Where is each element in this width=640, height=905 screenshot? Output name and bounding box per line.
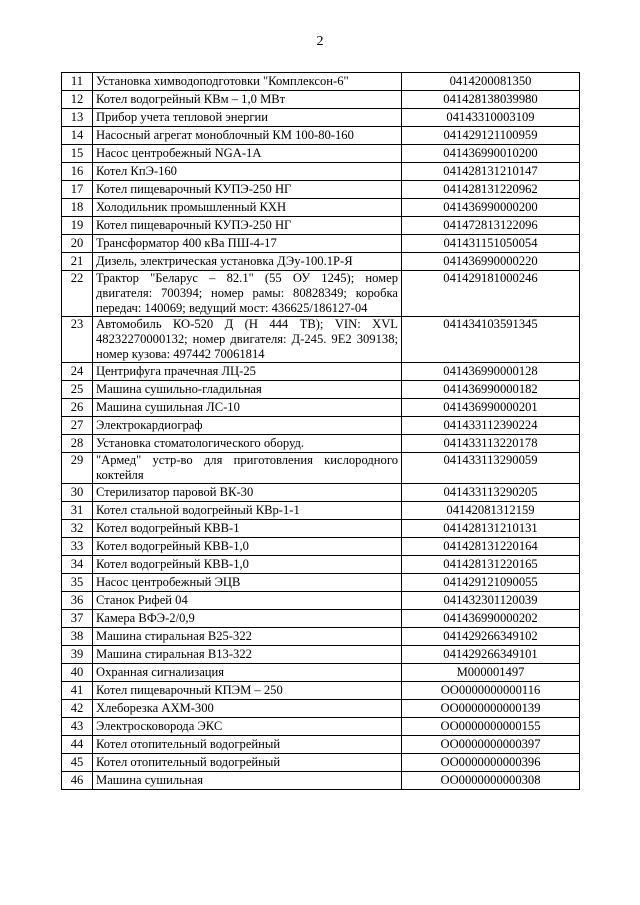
item-name: Автомобиль КО-520 Д (Н 444 ТВ); VIN: XVL 48232270000132; номер двигателя: Д-245. 9Е2 309138; номер кузова: 497442 70061814	[93, 317, 402, 363]
row-number: 44	[62, 736, 93, 754]
row-number: 22	[62, 271, 93, 317]
inventory-code: 041436990000182	[402, 381, 580, 399]
inventory-code: 041428131220165	[402, 556, 580, 574]
inventory-code: ОО0000000000139	[402, 700, 580, 718]
item-name: Котел отопительный водогрейный	[93, 736, 402, 754]
table-row	[62, 381, 580, 399]
table-row	[62, 592, 580, 610]
inventory-code: 041434103591345	[402, 317, 580, 363]
item-name: Насосный агрегат моноблочный КМ 100-80-160	[93, 127, 402, 145]
row-number: 38	[62, 628, 93, 646]
inventory-code: ОО0000000000116	[402, 682, 580, 700]
table-row	[62, 399, 580, 417]
inventory-code: 041428131220962	[402, 181, 580, 199]
item-name: Котел пищеварочный КПЭМ – 250	[93, 682, 402, 700]
inventory-code: 0414200081350	[402, 73, 580, 91]
row-number: 14	[62, 127, 93, 145]
item-name: Котел водогрейный КВВ-1,0	[93, 538, 402, 556]
table-row	[62, 253, 580, 271]
row-number: 31	[62, 502, 93, 520]
table-row	[62, 73, 580, 91]
table-row	[62, 453, 580, 484]
row-number: 17	[62, 181, 93, 199]
item-name: Машина стиральная В25-322	[93, 628, 402, 646]
inventory-code: 041428131210131	[402, 520, 580, 538]
table-row	[62, 736, 580, 754]
inventory-code: 041429121090055	[402, 574, 580, 592]
table-row	[62, 718, 580, 736]
item-name: Котел КпЭ-160	[93, 163, 402, 181]
table-row	[62, 700, 580, 718]
row-number: 25	[62, 381, 93, 399]
inventory-code: 041436990000202	[402, 610, 580, 628]
table-row	[62, 682, 580, 700]
row-number: 23	[62, 317, 93, 363]
inventory-code: 041429181000246	[402, 271, 580, 317]
inventory-code: 041433113290059	[402, 453, 580, 484]
item-name: Котел стальной водогрейный КВр-1-1	[93, 502, 402, 520]
inventory-code: ОО0000000000155	[402, 718, 580, 736]
table-row	[62, 363, 580, 381]
inventory-code: 041436990000220	[402, 253, 580, 271]
row-number: 16	[62, 163, 93, 181]
table-row	[62, 163, 580, 181]
inventory-code: 041432301120039	[402, 592, 580, 610]
inventory-code: 041428131220164	[402, 538, 580, 556]
inventory-table	[61, 72, 580, 790]
inventory-code: 041428138039980	[402, 91, 580, 109]
item-name: "Армед" устр-во для приготовления кислородного коктейля	[93, 453, 402, 484]
table-row	[62, 754, 580, 772]
inventory-code: 041433113220178	[402, 435, 580, 453]
row-number: 39	[62, 646, 93, 664]
row-number: 28	[62, 435, 93, 453]
item-name: Котел водогрейный КВм – 1,0 МВт	[93, 91, 402, 109]
inventory-code: 041429121100959	[402, 127, 580, 145]
item-name: Электросковорода ЭКС	[93, 718, 402, 736]
table-row	[62, 502, 580, 520]
row-number: 41	[62, 682, 93, 700]
table-row	[62, 520, 580, 538]
table-row	[62, 91, 580, 109]
row-number: 18	[62, 199, 93, 217]
row-number: 21	[62, 253, 93, 271]
item-name: Котел пищеварочный КУПЭ-250 НГ	[93, 217, 402, 235]
row-number: 35	[62, 574, 93, 592]
inventory-code: ОО0000000000308	[402, 772, 580, 790]
inventory-code: ОО0000000000397	[402, 736, 580, 754]
row-number: 30	[62, 484, 93, 502]
inventory-code: 04143310003109	[402, 109, 580, 127]
inventory-code: 04142081312159	[402, 502, 580, 520]
item-name: Станок Рифей 04	[93, 592, 402, 610]
item-name: Прибор учета тепловой энергии	[93, 109, 402, 127]
item-name: Котел водогрейный КВВ-1	[93, 520, 402, 538]
item-name: Центрифуга прачечная ЛЦ-25	[93, 363, 402, 381]
row-number: 20	[62, 235, 93, 253]
table-row	[62, 199, 580, 217]
inventory-code: 041429266349102	[402, 628, 580, 646]
inventory-code: 041433112390224	[402, 417, 580, 435]
row-number: 13	[62, 109, 93, 127]
row-number: 19	[62, 217, 93, 235]
table-row	[62, 109, 580, 127]
item-name: Электрокардиограф	[93, 417, 402, 435]
item-name: Установка химводоподготовки "Комплексон-6"	[93, 73, 402, 91]
table-row	[62, 127, 580, 145]
item-name: Камера ВФЭ-2/0,9	[93, 610, 402, 628]
table-row	[62, 181, 580, 199]
table-row	[62, 646, 580, 664]
inventory-table-body	[62, 73, 580, 790]
item-name: Котел водогрейный КВВ-1,0	[93, 556, 402, 574]
row-number: 33	[62, 538, 93, 556]
inventory-code: 041436990000201	[402, 399, 580, 417]
table-row	[62, 484, 580, 502]
row-number: 40	[62, 664, 93, 682]
row-number: 43	[62, 718, 93, 736]
table-row	[62, 574, 580, 592]
item-name: Трактор "Беларус – 82.1" (55 ОУ 1245); номер двигателя: 700394; номер рамы: 80828349; коробка передач: 140069; ведущий мост: 436625/186127-04	[93, 271, 402, 317]
page-number: 2	[316, 34, 324, 49]
row-number: 42	[62, 700, 93, 718]
row-number: 26	[62, 399, 93, 417]
inventory-code: М000001497	[402, 664, 580, 682]
inventory-code: 041429266349101	[402, 646, 580, 664]
row-number: 12	[62, 91, 93, 109]
table-row	[62, 435, 580, 453]
inventory-code: 041472813122096	[402, 217, 580, 235]
inventory-code: 041436990000200	[402, 199, 580, 217]
item-name: Холодильник промышленный КХН	[93, 199, 402, 217]
table-row	[62, 664, 580, 682]
item-name: Хлеборезка АХМ-300	[93, 700, 402, 718]
inventory-code: 041428131210147	[402, 163, 580, 181]
row-number: 34	[62, 556, 93, 574]
inventory-code: 041431151050054	[402, 235, 580, 253]
item-name: Трансформатор 400 кВа ПШ-4-17	[93, 235, 402, 253]
row-number: 37	[62, 610, 93, 628]
table-row	[62, 145, 580, 163]
row-number: 32	[62, 520, 93, 538]
table-row	[62, 417, 580, 435]
inventory-code: 041433113290205	[402, 484, 580, 502]
item-name: Установка стоматологического оборуд.	[93, 435, 402, 453]
table-row	[62, 217, 580, 235]
table-row	[62, 628, 580, 646]
inventory-code: 041436990000128	[402, 363, 580, 381]
item-name: Охранная сигнализация	[93, 664, 402, 682]
row-number: 11	[62, 73, 93, 91]
row-number: 24	[62, 363, 93, 381]
table-row	[62, 235, 580, 253]
item-name: Дизель, электрическая установка ДЭу-100.1Р-Я	[93, 253, 402, 271]
item-name: Насос центробежный NGA-1A	[93, 145, 402, 163]
item-name: Машина стиральная В13-322	[93, 646, 402, 664]
item-name: Машина сушильная	[93, 772, 402, 790]
table-row	[62, 610, 580, 628]
row-number: 27	[62, 417, 93, 435]
item-name: Котел пищеварочный КУПЭ-250 НГ	[93, 181, 402, 199]
row-number: 45	[62, 754, 93, 772]
table-row	[62, 317, 580, 363]
item-name: Котел отопительный водогрейный	[93, 754, 402, 772]
row-number: 29	[62, 453, 93, 484]
inventory-code: ОО0000000000396	[402, 754, 580, 772]
table-row	[62, 556, 580, 574]
inventory-code: 041436990010200	[402, 145, 580, 163]
table-row	[62, 538, 580, 556]
row-number: 46	[62, 772, 93, 790]
item-name: Машина сушильно-гладильная	[93, 381, 402, 399]
table-row	[62, 271, 580, 317]
table-row	[62, 772, 580, 790]
item-name: Стерилизатор паровой ВК-30	[93, 484, 402, 502]
row-number: 15	[62, 145, 93, 163]
item-name: Насос центробежный ЭЦВ	[93, 574, 402, 592]
item-name: Машина сушильная ЛС-10	[93, 399, 402, 417]
row-number: 36	[62, 592, 93, 610]
